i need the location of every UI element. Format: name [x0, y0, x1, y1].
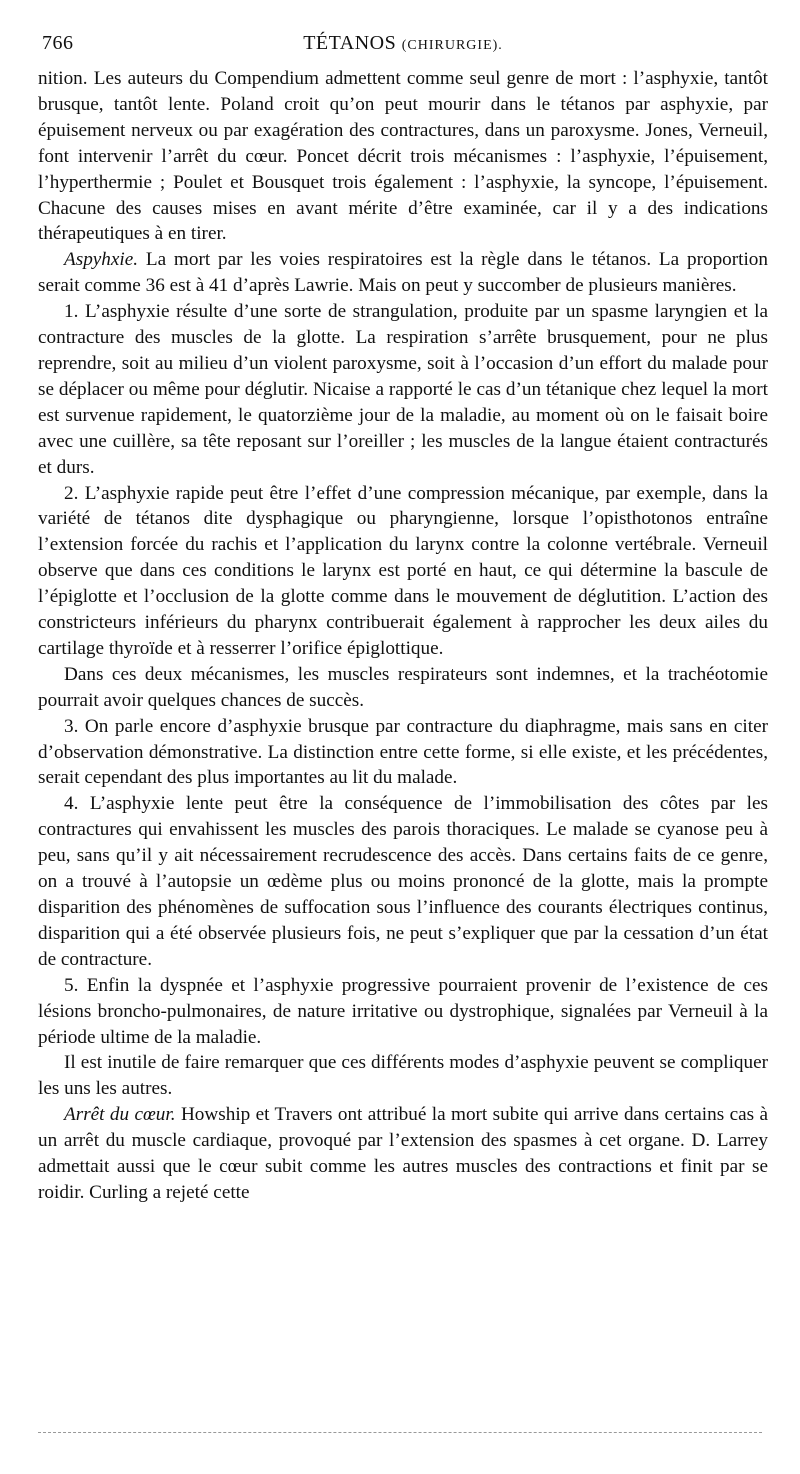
paragraph — [38, 1102, 768, 1206]
paragraph-text: Howship et Travers ont attribué la mort subite qui arrive dans certains cas à un arrêt du muscle cardiaque, provoqué par l’extension des spasmes à cet organe. D. Larrey admettait aussi que le cœur subit comme les autres muscles des contractions et finit par se roidir. Curling a rejeté cette — [38, 1104, 769, 1203]
footer-divider — [38, 1432, 762, 1433]
paragraph — [38, 662, 768, 714]
paragraph-text: 1. L’asphyxie résulte d’une sorte de strangulation, produite par un spasme laryngien et la contracture des muscles de la glotte. La respiration s’arrête brusquement, pour ne plus reprendre, soit au milieu d’un violent paroxysme, soit à l’occasion d’un effort du malade pour se déplacer ou même pour déglutir. Nicaise a rapporté le cas d’un tétanique chez lequel la mort est survenue rapidement, le quatorzième jour de la maladie, au moment où on le faisait boire avec une cuillère, sa tête reposant sur l’oreiller ; les muscles de la langue étaient contracturés et durs. — [38, 301, 768, 478]
paragraph-text: 2. L’asphyxie rapide peut être l’effet d’une compression mécanique, par exemple, dans la variété de tétanos dite dysphagique ou pharyngienne, lorsque l’opisthotonos entraîne l’extension forcée du rachis et l’application du larynx contre la colonne vertébrale. Verneuil observe que dans ces conditions le larynx est porté en haut, ce qui détermine la bascule de l’épiglotte et l’occlusion de la glotte comme dans le mouvement de déglutition. L’action des constricteurs inférieurs du pharynx contribuerait également à rapprocher les deux ailes du cartilage thyroïde et à resserrer l’orifice épiglottique. — [38, 482, 768, 659]
running-title-main: TÉTANOS — [303, 32, 397, 54]
paragraph — [38, 66, 768, 247]
paragraph-text: 3. On parle encore d’asphyxie brusque par contracture du diaphragme, mais sans en citer d’observation démonstrative. La distinction entre cette forme, si elle existe, et les précédentes, serait cependant des plus importantes au lit du malade. — [38, 715, 768, 789]
paragraph — [38, 481, 768, 662]
page-number: 766 — [42, 32, 74, 54]
running-header — [38, 30, 768, 60]
paragraph-lead: Arrêt du cœur. — [64, 1104, 176, 1126]
paragraph-text: nition. Les auteurs du Compendium admettent comme seul genre de mort : l’asphyxie, tantôt brusque, tantôt lente. Poland croit qu’on peut mourir dans le tétanos par asphyxie, par épuisement nerveux ou par exagération des contractures, dans un paroxysme. Jones, Verneuil, font intervenir l’arrêt du cœur. Poncet décrit trois mécanismes : l’asphyxie, l’épuisement, l’hyperthermie ; Poulet et Bousquet trois également : l’asphyxie, la syncope, l’épuisement. Chacune des causes mises en avant mérite d’être examinée, car il y a des indications thérapeutiques à en tirer. — [38, 68, 768, 245]
body-text — [38, 66, 768, 1206]
paragraph — [38, 791, 768, 972]
page — [38, 30, 768, 1206]
paragraph — [38, 714, 768, 792]
running-title-subtitle: (CHIRURGIE). — [401, 38, 503, 53]
paragraph — [38, 1050, 768, 1102]
running-title — [38, 32, 768, 55]
paragraph-text: La mort par les voies respiratoires est la règle dans le tétanos. La proportion serait comme 36 est à 41 d’après Lawrie. Mais on peut y succomber de plusieurs manières. — [38, 249, 768, 297]
paragraph-text: 4. L’asphyxie lente peut être la conséquence de l’immobilisation des côtes par les contractures qui envahissent les muscles des parois thoraciques. Le malade se cyanose peu à peu, sans qu’il y ait nécessairement recrudescence des accès. Dans certains faits de ce genre, on a trouvé à l’autopsie un œdème plus ou moins prononcé de la glotte, mais la prompte disparition des phénomènes de suffocation sous l’influence des courants électriques continus, disparition qui a été observée plusieurs fois, ne peut s’expliquer que par la cessation d’un état de contracture. — [38, 793, 768, 970]
paragraph-text: 5. Enfin la dyspnée et l’asphyxie progressive pourraient provenir de l’existence de ces lésions broncho-pulmonaires, de nature irritative ou dystrophique, signalées par Verneuil à la période ultime de la maladie. — [38, 974, 768, 1048]
paragraph-lead: Aspyhxie. — [64, 249, 139, 271]
paragraph — [38, 973, 768, 1051]
paragraph-text: Il est inutile de faire remarquer que ces différents modes d’asphyxie peuvent se compliquer les uns les autres. — [38, 1052, 768, 1100]
paragraph — [38, 299, 768, 480]
paragraph — [38, 247, 768, 299]
paragraph-text: Dans ces deux mécanismes, les muscles respirateurs sont indemnes, et la trachéotomie pourrait avoir quelques chances de succès. — [38, 663, 768, 711]
